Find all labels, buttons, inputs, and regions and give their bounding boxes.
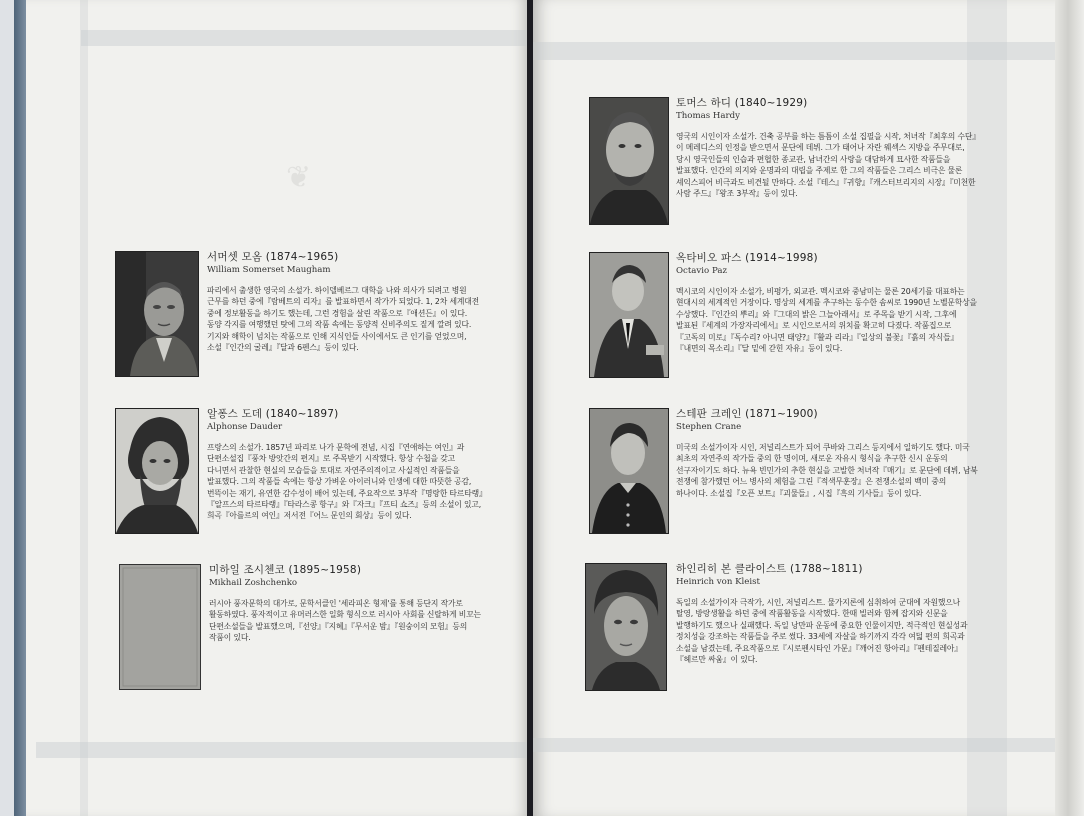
portrait-daudet [115, 408, 199, 534]
right-page [533, 0, 1055, 816]
frame-band-bottom [36, 742, 527, 758]
author-bio: 미국의 소설가이자 시인, 저널리스트가 되어 쿠바와 그리스 등지에서 일하기도 했다. 미국 최초의 자연주의 작가들 중의 한 명이며, 새로운 자유시 형식을 추구한 신시 운동의 선구자이기도 하다. 뉴욕 빈민가의 추한 현실을 고발한 처녀작『매기』로 문단에 데뷔, 남북 전쟁에 참가했던 어느 병사의 체험을 그린『적색무훈장』은 전쟁소설의 백미 중의 하나이다. 소설집『오픈 보트』『괴물들』, 시집『흑의 기사들』등이 있다. [676, 443, 978, 498]
author-name: 알퐁스 도데 (1840~1897) [207, 408, 339, 420]
author-latin-name: Alphonse Dauder [207, 422, 283, 432]
author-latin-name: Heinrich von Kleist [676, 577, 760, 587]
author-latin-name: Mikhail Zoshchenko [209, 578, 298, 588]
frame-band-top [81, 30, 527, 46]
author-latin-name: Thomas Hardy [676, 111, 740, 121]
portrait-hardy [589, 97, 669, 225]
author-latin-name: William Somerset Maugham [207, 265, 331, 275]
author-info [676, 252, 978, 354]
author-info [676, 408, 978, 499]
author-bio: 독일의 소설가이자 극작가, 시인, 저널리스트. 물가지론에 심취하여 군대에 자원했으나 탈영, 방랑생활을 하던 중에 작품활동을 시작했다. 한때 빌러와 함께 잡지와 신문을 발행하기도 했으나 실패했다. 독일 낭만파 운동에 중요한 인물이지만, 적극적인 현실성과 정치성을 강조하는 작품들을 주로 썼다. 33세에 자살을 하기까지 각각 여덟 편의 희곡과 소설을 남겼는데, 주요작품으로『시로펜시타인 가문』『깨어진 항아리』『펜테질레아』『헤르만 싸움』이 있다. [676, 598, 968, 665]
author-bio: 파리에서 출생한 영국의 소설가. 하이델베르그 대학을 나와 의사가 되려고 병원 근무를 하던 중에『람베트의 리자』를 발표하면서 작가가 되었다. 1, 2차 세계대전 중에 정보활동을 하기도 했는데, 그런 경험을 살린 작품으로『애션든』이 있다. 동양 각지를 여행했던 탓에 그의 작품 속에는 동양적 신비주의도 짙게 깔려 있다. 기지와 해학이 넘치는 작품으로 인해 지식인들 사이에서도 큰 인기를 얻었으며, 소설『인간의 굴레』『달과 6펜스』등이 있다. [207, 286, 479, 353]
portrait-crane [589, 408, 669, 534]
author-info [676, 97, 978, 199]
author-bio: 영국의 시인이자 소설가. 건축 공부를 하는 틈틈이 소설 집필을 시작, 처녀작『최후의 수단』이 메레디스의 인정을 받으면서 문단에 데뷔. 그가 태어나 자란 웨섹스 지방을 주무대로, 당시 영국인들의 인습과 편협한 종교관, 남녀간의 사랑을 대담하게 묘사한 작품들을 발표했다. 인간의 의지와 운명과의 대립을 주제로 한 그의 작품들은 그리스 비극은 물론 셰익스피어 비극과도 비견될 만하다. 소설『테스』『귀향』『캐스터브리지의 시장』『미천한 사람 주드』『왕조 3부작』등이 있다. [676, 132, 977, 199]
author-entry-hardy [589, 97, 989, 227]
portrait-zoshchenko [119, 564, 201, 690]
author-name: 서머셋 모옴 (1874~1965) [207, 251, 339, 263]
author-name: 옥타비오 파스 (1914~1998) [676, 252, 818, 264]
author-entry-daudet [115, 408, 485, 543]
watermark-ornament: ❦ [286, 160, 312, 195]
author-bio: 러시아 풍자문학의 대가로, 문학서클인 '세라피온 형제'를 통해 등단지 작가로 활동하였다. 풍자적이고 유머러스한 일화 형식으로 러시아 사회를 신랄하게 비꼬는 단편소설들을 발표했으며,『선양』『지혜』『무서운 밤』『원숭이의 모험』등의 작품이 있다. [209, 599, 481, 643]
author-info [676, 563, 978, 665]
author-entry-kleist [585, 563, 989, 695]
author-bio: 멕시코의 시인이자 소설가, 비평가, 외교관. 멕시코와 중남미는 물론 20세기를 대표하는 현대시의 세계적인 거장이다. 명상의 세계를 추구하는 동수한 솜씨로 1990년 노벨문학상을 수상했다.『인간의 뿌리』와『그대의 밝은 그늘아래서』로 주목을 받기 시작, 그후에 발표된『세계의 가장자리에서』로 시인으로서의 위치를 확고히 다졌다. 작품집으로『고독의 미로』『독수리? 아니면 태양?』『활과 리라』『일상의 불꽃』『흙의 자식들』『내면의 목소리』『달 밑에 갇힌 자유』등이 있다. [676, 287, 977, 354]
author-name: 하인리히 본 클라이스트 (1788~1811) [676, 563, 863, 575]
author-info [207, 408, 483, 522]
author-info [207, 251, 483, 353]
portrait-maugham [115, 251, 199, 377]
author-latin-name: Stephen Crane [676, 422, 742, 432]
author-entry-zoshchenko [119, 564, 485, 694]
author-entry-maugham [115, 251, 485, 381]
frame-band-vertical [80, 0, 88, 816]
author-name: 토머스 하디 (1840~1929) [676, 97, 808, 109]
author-name: 미하일 조시첸코 (1895~1958) [209, 564, 362, 576]
page-stack-edge [1055, 0, 1084, 816]
left-page [26, 0, 527, 816]
author-entry-paz [589, 252, 989, 382]
author-entry-crane [589, 408, 989, 538]
author-bio: 프랑스의 소설가. 1857년 파리로 나가 문학에 전념, 시집『연애하는 여인』과 단편소설집『풍차 방앗간의 편지』로 주목받기 시작했다. 항상 수첩을 갖고 다니면서 관찰한 현실의 모습들을 토대로 자연주의적이고 사실적인 작품들을 발표했다. 그의 작품들 속에는 항상 가벼운 아이러니와 인생에 대한 따뜻한 공감, 번뜩이는 재기, 유연한 감수성이 배어 있는데, 주요작으로 3부작『명랑한 타르타랭』『알프스의 타르타랭』『타라스콩 항구』와『자크』『프티 쇼즈』등의 소설이 있고, 희곡『아를르의 여인』저서전『어느 문인의 회상』등이 있다. [207, 443, 483, 521]
portrait-kleist [585, 563, 667, 691]
author-info [209, 564, 485, 644]
author-name: 스테판 크레인 (1871~1900) [676, 408, 818, 420]
author-latin-name: Octavio Paz [676, 266, 727, 276]
portrait-paz [589, 252, 669, 378]
book-cover-edge [14, 0, 26, 816]
